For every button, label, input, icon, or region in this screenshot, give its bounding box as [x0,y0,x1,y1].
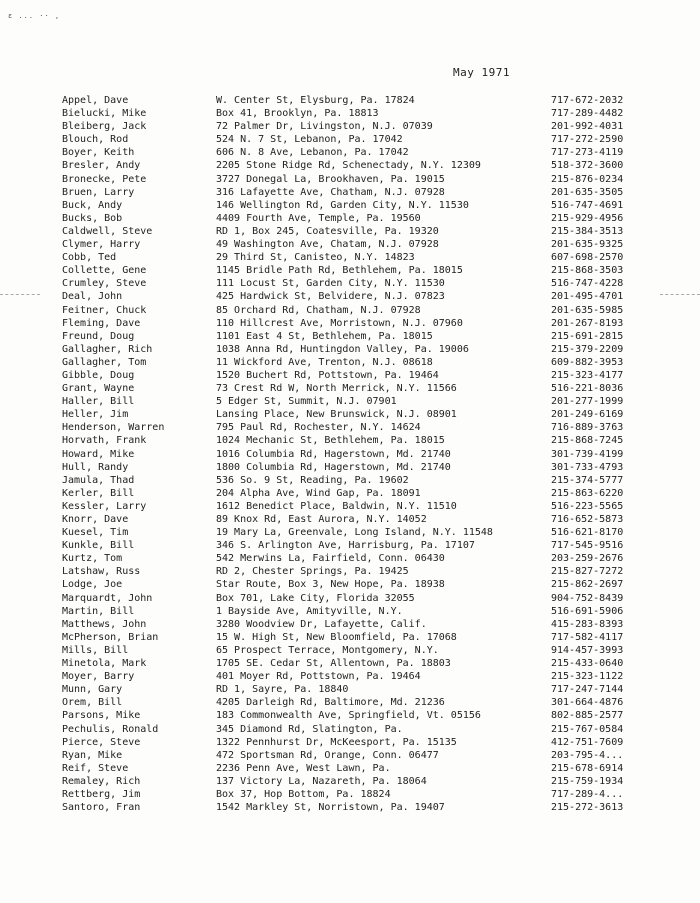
entry-name: Bielucki, Mike [62,108,147,120]
entry-address: 1 Bayside Ave, Amityville, N.Y. [216,605,403,617]
entry-name: Bleiberg, Jack [62,121,147,133]
list-item [0,421,700,434]
list-item [0,290,700,303]
entry-name: Clymer, Harry [62,239,141,251]
entry-name: Gallagher, Rich [62,343,153,355]
list-item [0,487,700,500]
list-item [0,343,700,356]
list-item [0,644,700,657]
entry-phone: 201-277-1999 [551,396,624,408]
list-item [0,199,700,212]
entry-phone: 215-433-0640 [551,658,624,670]
entry-name: Pierce, Steve [62,736,141,748]
entry-address: 2236 Penn Ave, West Lawn, Pa. [216,762,391,774]
entry-name: Kerler, Bill [62,487,135,499]
entry-name: Appel, Dave [62,95,129,106]
entry-address: 111 Locust St, Garden City, N.Y. 11530 [216,278,445,290]
list-item [0,513,700,526]
entry-phone: 301-739-4199 [551,448,624,460]
entry-name: Munn, Gary [62,684,123,696]
entry-name: Kurtz, Tom [62,553,123,565]
entry-phone: 201-635-9325 [551,239,624,251]
entry-phone: 301-733-4793 [551,461,624,473]
list-item [0,539,700,552]
entry-name: Grant, Wayne [62,383,135,395]
entry-name: Bruen, Larry [62,186,135,198]
entry-address: 29 Third St, Canisteo, N.Y. 14823 [216,252,415,264]
entry-address: 536 So. 9 St, Reading, Pa. 19602 [216,474,409,486]
entry-phone: 201-249-6169 [551,409,624,421]
entry-phone: 215-272-3613 [551,802,624,814]
list-item [0,788,700,801]
entry-phone: 717-672-2032 [551,95,624,106]
entry-phone: 215-323-1122 [551,671,624,683]
list-item [0,107,700,120]
entry-name: Collette, Gene [62,265,147,277]
list-item [0,775,700,788]
entry-name: Latshaw, Russ [62,566,141,578]
entry-address: 146 Wellington Rd, Garden City, N.Y. 11530 [216,199,469,211]
entry-address: 73 Crest Rd W, North Merrick, N.Y. 11566 [216,383,457,395]
entry-phone: 215-767-0584 [551,723,624,735]
entry-address: 1038 Anna Rd, Huntingdon Valley, Pa. 19006 [216,343,469,355]
list-item [0,264,700,277]
entry-phone: 717-289-4482 [551,108,624,120]
entry-name: Howard, Mike [62,448,135,460]
entry-address: 1322 Pennhurst Dr, McKeesport, Pa. 15135 [216,736,457,748]
entry-address: 2205 Stone Ridge Rd, Schenectady, N.Y. 12309 [216,160,481,172]
entry-name: Rettberg, Jim [62,788,141,800]
entry-name: Reif, Steve [62,762,129,774]
entry-name: Haller, Bill [62,396,135,408]
entry-name: Deal, John [62,291,123,303]
entry-address: 11 Wickford Ave, Trenton, N.J. 08618 [216,356,433,368]
list-item [0,526,700,539]
entry-phone: 914-457-3993 [551,644,624,656]
entry-phone: 516-747-4691 [551,199,624,211]
list-item [0,657,700,670]
entry-address: 472 Sportsman Rd, Orange, Conn. 06477 [216,749,439,761]
entry-address: 15 W. High St, New Bloomfield, Pa. 17068 [216,631,457,643]
entry-phone: 215-678-6914 [551,762,624,774]
entry-address: 606 N. 8 Ave, Lebanon, Pa. 17042 [216,147,409,159]
entry-name: Crumley, Steve [62,278,147,290]
entry-address: 345 Diamond Rd, Slatington, Pa. [216,723,403,735]
entry-address: RD 1, Sayre, Pa. 18840 [216,684,349,696]
list-item [0,434,700,447]
entry-address: RD 2, Chester Springs, Pa. 19425 [216,566,409,578]
list-item [0,461,700,474]
entry-name: Martin, Bill [62,605,135,617]
entry-name: Bresler, Andy [62,160,141,172]
list-item [0,146,700,159]
entry-phone: 717-273-4119 [551,147,624,159]
list-item [0,474,700,487]
entry-phone: 717-272-2590 [551,134,624,146]
list-item [0,618,700,631]
entry-phone: 215-384-3513 [551,225,624,237]
entry-phone: 215-691-2815 [551,330,624,342]
entry-address: 1101 East 4 St, Bethlehem, Pa. 18015 [216,330,433,342]
entry-name: Freund, Doug [62,330,135,342]
entry-name: Feitner, Chuck [62,304,147,316]
list-item [0,801,700,814]
entry-address: 4205 Darleigh Rd, Baltimore, Md. 21236 [216,697,445,709]
entry-address: 85 Orchard Rd, Chatham, N.J. 07928 [216,304,421,316]
entry-phone: 516-691-5906 [551,605,624,617]
list-item [0,173,700,186]
list-item [0,277,700,290]
list-item [0,317,700,330]
list-item [0,552,700,565]
entry-address: 316 Lafayette Ave, Chatham, N.J. 07928 [216,186,445,198]
entry-name: Henderson, Warren [62,422,165,434]
entry-phone: 215-827-7272 [551,566,624,578]
entry-address: 346 S. Arlington Ave, Harrisburg, Pa. 17107 [216,540,475,552]
list-item [0,408,700,421]
entry-name: Marquardt, John [62,592,153,604]
entry-name: Knorr, Dave [62,514,129,525]
list-item [0,133,700,146]
entry-name: McPherson, Brian [62,631,159,643]
entry-phone: 802-885-2577 [551,710,624,722]
entry-name: Gibble, Doug [62,369,135,381]
list-item [0,304,700,317]
entry-name: Kessler, Larry [62,500,147,512]
entry-address: 204 Alpha Ave, Wind Gap, Pa. 18091 [216,487,421,499]
list-item [0,696,700,709]
entry-phone: 215-379-2209 [551,343,624,355]
entry-address: 542 Merwins La, Fairfield, Conn. 06430 [216,553,445,565]
list-item [0,670,700,683]
entry-phone: 215-868-3503 [551,265,624,277]
entry-address: 795 Paul Rd, Rochester, N.Y. 14624 [216,422,421,434]
entry-address: 137 Victory La, Nazareth, Pa. 18064 [216,775,427,787]
entry-address: Box 701, Lake City, Florida 32055 [216,592,415,604]
entry-name: Mills, Bill [62,644,129,656]
list-item [0,565,700,578]
list-item [0,94,700,107]
list-item [0,709,700,722]
entry-name: Blouch, Rod [62,134,129,146]
entry-phone: 717-582-4117 [551,631,624,643]
entry-phone: 215-868-7245 [551,435,624,447]
entry-phone: 215-876-0234 [551,173,624,185]
margin-scribble: ε ... ·· , [8,12,61,20]
entry-name: Lodge, Joe [62,579,123,591]
entry-address: 183 Commonwealth Ave, Springfield, Vt. 05156 [216,710,481,722]
entry-address: 401 Moyer Rd, Pottstown, Pa. 19464 [216,671,421,683]
entry-name: Remaley, Rich [62,775,141,787]
entry-name: Horvath, Frank [62,435,147,447]
address-list [0,94,700,814]
entry-name: Orem, Bill [62,697,123,709]
list-item [0,578,700,591]
entry-phone: 215-323-4177 [551,369,624,381]
entry-address: 1800 Columbia Rd, Hagerstown, Md. 21740 [216,461,451,473]
list-item [0,500,700,513]
entry-name: Moyer, Barry [62,671,135,683]
entry-address: 49 Washington Ave, Chatam, N.J. 07928 [216,239,439,251]
entry-address: 1145 Bridle Path Rd, Bethlehem, Pa. 18015 [216,265,463,277]
list-item [0,448,700,461]
entry-name: Pechulis, Ronald [62,723,159,735]
entry-phone: 201-267-8193 [551,317,624,329]
entry-phone: 716-652-5873 [551,514,624,525]
entry-address: 65 Prospect Terrace, Montgomery, N.Y. [216,644,439,656]
list-item [0,251,700,264]
document-date: May 1971 [453,66,510,79]
entry-phone: 516-223-5565 [551,500,624,512]
entry-phone: 716-889-3763 [551,422,624,434]
list-item [0,330,700,343]
entry-phone: 717-545-9516 [551,540,624,552]
entry-name: Fleming, Dave [62,317,141,329]
entry-address: 4409 Fourth Ave, Temple, Pa. 19560 [216,212,421,224]
entry-name: Boyer, Keith [62,147,135,159]
entry-name: Heller, Jim [62,409,129,421]
entry-address: Lansing Place, New Brunswick, N.J. 08901 [216,409,457,421]
entry-address: 19 Mary La, Greenvale, Long Island, N.Y. 11548 [216,527,493,539]
list-item [0,356,700,369]
list-item [0,736,700,749]
entry-phone: 215-374-5777 [551,474,624,486]
entry-phone: 412-751-7609 [551,736,624,748]
entry-phone: 415-283-8393 [551,618,624,630]
entry-name: Jamula, Thad [62,474,135,486]
list-item [0,238,700,251]
entry-address: 72 Palmer Dr, Livingston, N.J. 07039 [216,121,433,133]
entry-name: Minetola, Mark [62,658,147,670]
entry-name: Hull, Randy [62,461,129,473]
list-item [0,212,700,225]
list-item [0,762,700,775]
entry-phone: 609-882-3953 [551,356,624,368]
entry-phone: 201-992-4031 [551,121,624,133]
entry-address: 1542 Markley St, Norristown, Pa. 19407 [216,802,445,814]
entry-phone: 607-698-2570 [551,252,624,264]
entry-phone: 215-929-4956 [551,212,624,224]
entry-name: Ryan, Mike [62,749,123,761]
entry-address: 524 N. 7 St, Lebanon, Pa. 17042 [216,134,403,146]
entry-address: 89 Knox Rd, East Aurora, N.Y. 14052 [216,514,427,525]
list-item [0,120,700,133]
entry-address: W. Center St, Elysburg, Pa. 17824 [216,95,415,106]
entry-name: Santoro, Fran [62,802,141,814]
list-item [0,395,700,408]
entry-address: 5 Edger St, Summit, N.J. 07901 [216,396,397,408]
entry-name: Bucks, Bob [62,212,123,224]
list-item [0,723,700,736]
entry-name: Parsons, Mike [62,710,141,722]
entry-phone: 201-635-3505 [551,186,624,198]
entry-address: 1612 Benedict Place, Baldwin, N.Y. 11510 [216,500,457,512]
entry-address: 3280 Woodview Dr, Lafayette, Calif. [216,618,427,630]
entry-phone: 516-747-4228 [551,278,624,290]
list-item [0,369,700,382]
entry-phone: 516-621-8170 [551,527,624,539]
entry-phone: 717-289-4... [551,788,624,800]
list-item [0,605,700,618]
entry-name: Matthews, John [62,618,147,630]
entry-phone: 518-372-3600 [551,160,624,172]
entry-phone: 516-221-8036 [551,383,624,395]
entry-address: Box 41, Brooklyn, Pa. 18813 [216,108,379,120]
entry-phone: 201-635-5985 [551,304,624,316]
entry-address: 1705 SE. Cedar St, Allentown, Pa. 18803 [216,658,451,670]
entry-address: Star Route, Box 3, New Hope, Pa. 18938 [216,579,445,591]
entry-phone: 904-752-8439 [551,592,624,604]
entry-address: RD 1, Box 245, Coatesville, Pa. 19320 [216,225,439,237]
entry-address: Box 37, Hop Bottom, Pa. 18824 [216,788,391,800]
list-item [0,631,700,644]
entry-phone: 201-495-4701 [551,291,624,303]
entry-name: Bronecke, Pete [62,173,147,185]
entry-phone: 203-259-2676 [551,553,624,565]
list-item [0,749,700,762]
entry-phone: 301-664-4876 [551,697,624,709]
list-item [0,683,700,696]
entry-address: 1016 Columbia Rd, Hagerstown, Md. 21740 [216,448,451,460]
entry-address: 425 Hardwick St, Belvidere, N.J. 07823 [216,291,445,303]
entry-address: 1520 Buchert Rd, Pottstown, Pa. 19464 [216,369,439,381]
entry-phone: 203-795-4... [551,749,624,761]
entry-address: 1024 Mechanic St, Bethlehem, Pa. 18015 [216,435,445,447]
entry-address: 110 Hillcrest Ave, Morristown, N.J. 07960 [216,317,463,329]
entry-phone: 717-247-7144 [551,684,624,696]
entry-name: Gallagher, Tom [62,356,147,368]
list-item [0,225,700,238]
entry-phone: 215-863-6220 [551,487,624,499]
list-item [0,186,700,199]
entry-phone: 215-759-1934 [551,775,624,787]
list-item [0,382,700,395]
entry-address: 3727 Donegal La, Brookhaven, Pa. 19015 [216,173,445,185]
list-item [0,592,700,605]
entry-name: Cobb, Ted [62,252,117,264]
list-item [0,159,700,172]
entry-name: Caldwell, Steve [62,225,153,237]
entry-phone: 215-862-2697 [551,579,624,591]
entry-name: Buck, Andy [62,199,123,211]
entry-name: Kuesel, Tim [62,527,129,539]
entry-name: Kunkle, Bill [62,540,135,552]
